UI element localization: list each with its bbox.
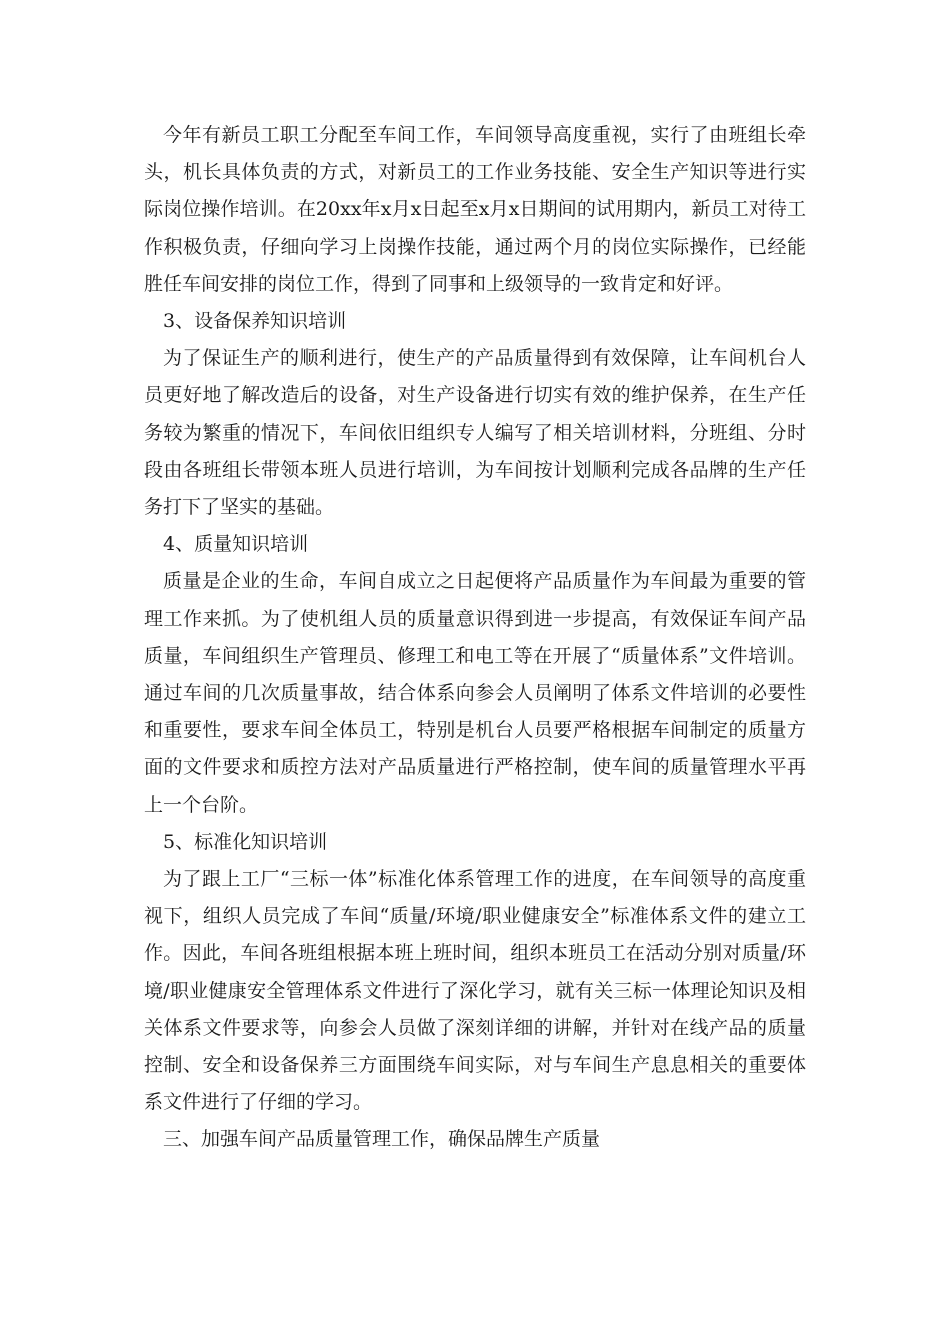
paragraph-new-employee-training: 今年有新员工职工分配至车间工作，车间领导高度重视，实行了由班组长牵头，机长具体负责的方式，对新员工的工作业务技能、安全生产知识等进行实际岗位操作培训。在20xx年x月x日起至x月x日期间的试用期内，新员工对待工作积极负责，仔细向学习上岗操作技能，通过两个月的岗位实际操作，已经能胜任车间安排的岗位工作，得到了同事和上级领导的一致肯定和好评。 — [144, 124, 806, 295]
paragraph-quality-knowledge: 质量是企业的生命，车间自成立之日起便将产品质量作为车间最为重要的管理工作来抓。为了使机组人员的质量意识得到进一步提高，有效保证车间产品质量，车间组织生产管理员、修理工和电工等在开展了“质量体系”文件培训。通过车间的几次质量事故，结合体系向参会人员阐明了体系文件培训的必要性和重要性，要求车间全体员工，特别是机台人员要严格根据车间制定的质量方面的文件要求和质控方法对产品质量进行严格控制，使车间的质量管理水平再上一个台阶。 — [144, 570, 806, 816]
heading-equipment-maintenance-training: 3、设备保养知识培训 — [163, 310, 347, 333]
heading-standardization-training: 5、标准化知识培训 — [163, 830, 328, 853]
document-body — [144, 117, 806, 1159]
paragraph-standardization: 为了跟上工厂“三标一体”标准化体系管理工作的进度，在车间领导的高度重视下，组织人员完成了车间“质量/环境/职业健康安全”标准体系文件的建立工作。因此，车间各班组根据本班上班时间，组织本班员工在活动分别对质量/环境/职业健康安全管理体系文件进行了深化学习，就有关三标一体理论知识及相关体系文件要求等，向参会人员做了深刻详细的讲解，并针对在线产品的质量控制、安全和设备保养三方面围绕车间实际，对与车间生产息息相关的重要体系文件进行了仔细的学习。 — [144, 868, 806, 1114]
paragraph-equipment-maintenance: 为了保证生产的顺利进行，使生产的产品质量得到有效保障，让车间机台人员更好地了解改造后的设备，对生产设备进行切实有效的维护保养，在生产任务较为繁重的情况下，车间依旧组织专人编写了相关培训材料，分班组、分时段由各班组长带领本班人员进行培训，为车间按计划顺利完成各品牌的生产任务打下了坚实的基础。 — [144, 347, 806, 519]
heading-quality-knowledge-training: 4、质量知识培训 — [163, 533, 309, 556]
heading-section-three: 三、加强车间产品质量管理工作，确保品牌生产质量 — [163, 1128, 601, 1151]
